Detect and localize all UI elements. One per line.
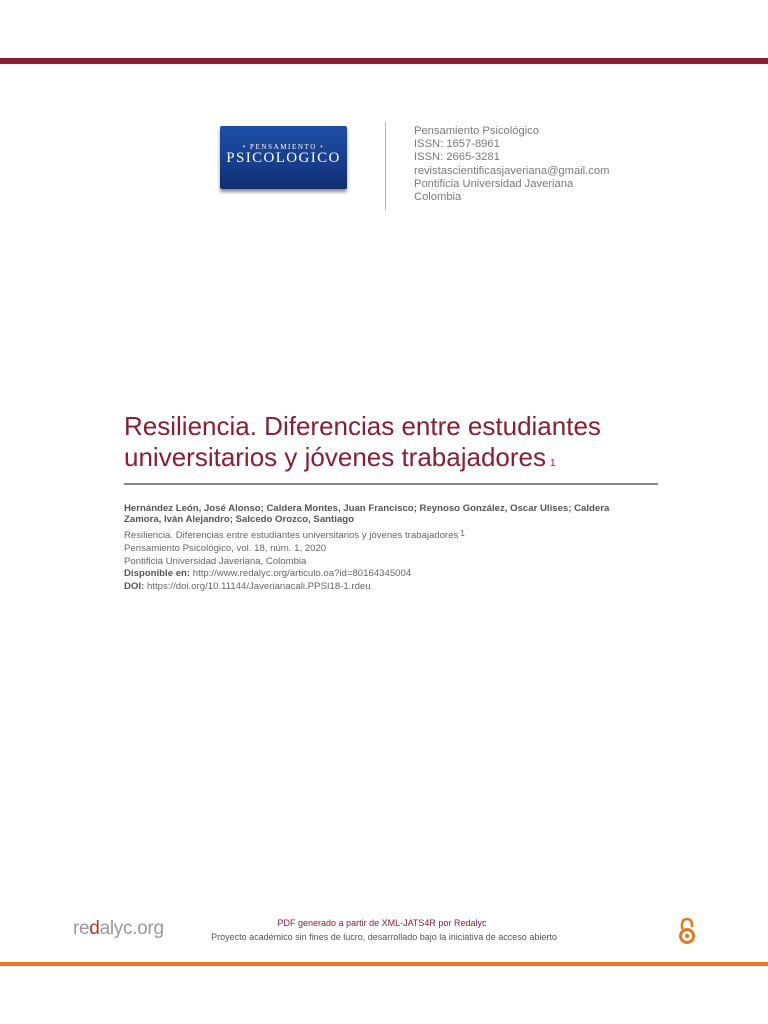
journal-logo bbox=[220, 126, 347, 189]
available-link[interactable]: http://www.redalyc.org/articulo.oa?id=80164345004 bbox=[192, 568, 412, 580]
author-list: Hernández León, José Alonso; Caldera Montes, Juan Francisco; Reynoso González, Oscar Ulises; Caldera Zamora, Iván Alejandro; Salcedo Orozco, Santiago bbox=[124, 503, 610, 525]
top-accent-bar bbox=[0, 58, 768, 64]
available-label: Disponible en: bbox=[124, 568, 191, 580]
citation-block bbox=[124, 530, 465, 594]
journal-issn-print: ISSN: 1657-8961 bbox=[414, 138, 500, 151]
logo-top-text: • PENSAMIENTO • bbox=[242, 143, 325, 151]
footer-project-text: Proyecto académico sin fines de lucro, desarrollado bajo la iniciativa de acceso abierto bbox=[211, 932, 557, 942]
journal-email[interactable]: revistascientificasjaveriana@gmail.com bbox=[414, 164, 610, 177]
article-title bbox=[124, 411, 664, 473]
header-divider bbox=[385, 122, 386, 210]
title-divider bbox=[124, 483, 658, 485]
article-title-line1: Resiliencia. Diferencias entre estudiantes bbox=[124, 411, 601, 441]
bottom-accent-bar bbox=[0, 962, 768, 966]
available-line bbox=[124, 568, 465, 581]
article-title-line2: universitarios y jóvenes trabajadores bbox=[124, 442, 546, 472]
journal-name: Pensamiento Psicológico bbox=[414, 125, 539, 137]
footer-generated-text: PDF generado a partir de XML-JATS4R por Redalyc bbox=[277, 918, 487, 928]
citation-title: Resiliencia. Diferencias entre estudiantes universitarios y jóvenes trabajadores $^1$ bbox=[124, 529, 465, 541]
redalyc-logo[interactable]: redalyc.org bbox=[73, 918, 164, 939]
citation-footnote-marker[interactable]: 1 bbox=[460, 529, 465, 538]
journal-country: Colombia bbox=[414, 191, 462, 204]
title-footnote-marker[interactable]: 1 bbox=[550, 458, 556, 469]
citation-university: Pontificia Universidad Javeriana, Colombia bbox=[124, 555, 307, 567]
journal-info bbox=[414, 125, 609, 204]
citation-journal: Pensamiento Psicológico, vol. 18, núm. 1, 2020 bbox=[124, 542, 327, 554]
journal-issn-online: ISSN: 2665-3281 bbox=[414, 151, 500, 164]
doi-line bbox=[124, 581, 465, 594]
doi-label: DOI: bbox=[124, 581, 145, 593]
doi-link[interactable]: https://doi.org/10.11144/Javerianacali.PPSI18-1.rdeu bbox=[146, 581, 371, 593]
journal-university: Pontificia Universidad Javeriana bbox=[414, 177, 574, 190]
logo-main-text: PSICOLOGICO bbox=[226, 150, 341, 166]
open-access-icon bbox=[676, 917, 698, 945]
